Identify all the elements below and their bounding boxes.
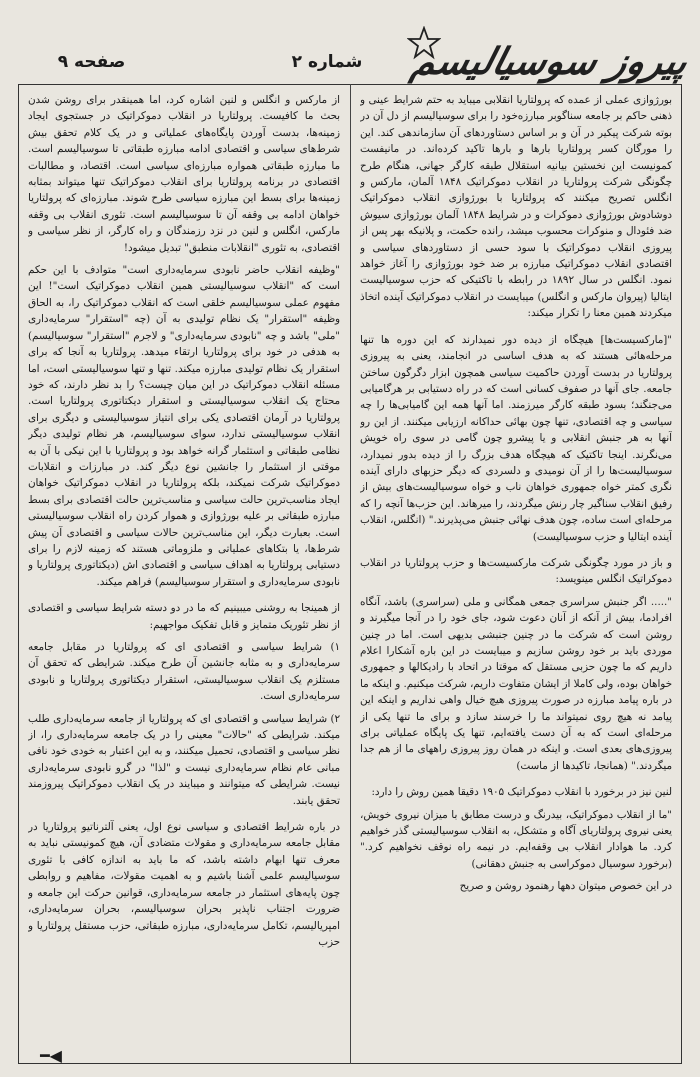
paragraph: "وظیفه انقلاب حاضر نابودی سرمایه‌داری است" متوادف با این حکم است که "انقلاب سوسیالیستی همین انقلاب دموکراتیک است"! این مفهوم عملی سوسیالیسم خلقی است که انقلاب دموکراتیک را، به الحاق وظیفه "استقرار" یک نظام تولیدی به آن (چه "استقرار" سرمایه‌داری "ملی" باشد و چه "نابودی سرمایه‌داری" و لاجرم "استقرار" سوسیالیسم) به هدفی در خود برای پرولتاریا ارتقاء میدهد. پرولتاریا به آنجا که برای استقرار یک نظام تولیدی مبارزه میکند. تنها و تنها سوسیالیستی است، اما مسئله انقلاب دموکراتیک در این میان چیست؟ را بد نظر دارند، که خود محتاج یک انقلاب سوسیالیستی و استقرار دیکتاتوری پرولتاریا است. پرولتاریا در آرمان اقتصادی یکی برای انتیاز سوسیالیستی و دیگری برای انقلاب سوسیالیستی ندارد، سوای سوسیالیسم، هر نظام تولیدی دیگر نظامی طبقاتی و استثمار گرانه خواهد بود و پرولتاریا با این نیکی با آن به موقتی از استثمار را جانشین نوع دیگر کند. در مبارزات و انقلابات دموکراتیک شرکت نمیکند، بلکه پرولتاریا در انقلاب دموکراتیک خواهان ایجاد مناسب‌ترین حالت سیاسی و مناسب‌ترین حالت اقتصادی برای بسط مبارزه طبقاتی بر علیه بورژوازی و هموار کردن راه انقلاب سوسیالیستی است. بعبارت دیگر، این مناسب‌ترین حالات سیاسی و اقتصادی آن پیش شرط‌ها، یا بتکاهای عملیاتی و ملزوماتی هستند که زمینه لازم را برای دستیابی پرولتاریا به اهداف سیاسی و اقتصادی اش (دیکتاتوری پرولتاریا و نابودی سرمایه‌داری و استقرار سوسیالیسم) فراهم میکند. bbox=[28, 264, 340, 588]
left-column bbox=[28, 92, 340, 1052]
quote-paragraph: "[مارکسیست‌ها] هیچگاه از دیده دور نمیدارند که این دوره ها تنها مرحله‌هائی هستند که به هدف اساسی در انجامند، یعنی به پیروزی پرولتاریا در بدست آوردن حاکمیت سیاسی همچون ابزار دگرگون ساختن جامعه. جای آنها در صفوف کسانی است که در راه دستیابی بر هرگامیابی می‌جنگند؛ بسود طبقه کارگر میرزمند. اما آنها همه این گامیابی‌ها را چه سیاسی و چه اقتصادی، تنها چون بهائی حداکانه ارزیابی میکنند. از این رو آنها به هر جنبش انقلابی و یا پیشرو چون گامی در سوی راه خویش می‌نگرند. اینجا تاکتیک که هیچگاه هدف بزرگ را از دیده بدور نمیدارد، سوسیالیست‌ها را از آن نومیدی و دلسردی که دیگر حزبهای دارای آینده نگری کمتر خواه جمهوری خواهان ناب و خواه سوسیالیست‌های بیش از رفیق انقلاب سناگیر چار رنش میگردند، را میرهاند. این حزب‌ها آنچه را که مرحله‌ای است ساده، چون هدف نهائی جنبش می‌پذیرند." (انگلس، انقلاب آینده ایتالیا و حزب سوسیالیست) bbox=[360, 333, 672, 543]
star-icon bbox=[407, 26, 441, 60]
page-number: صفحه ۹ bbox=[57, 52, 126, 72]
quote-paragraph: "..... اگر جنبش سراسری جمعی همگانی و ملی (سراسری) باشد، آنگاه افرادما، بیش از آنکه از آنان دعوت شود، جای خود را در آنجا میگیرند و روشن است که شرکت ما در چنین جنبشی بدیهی است. اما در چنین موردی باید بر خود روشن سازیم و میبایست در این باره آشکارا اعلام داریم که ما چون حزبی مستقل که موقتا در اتحاد با رادیکالها و جمهوری خواهان بوده، ولی کاملا از ایشان متفاوت داریم، شرکت میکنیم. و اینکه ما در باره پیامد مبارزه در صورت پیروزی هیچ خیال واهی نداریم و اینکه این پیامد نه هیچ روی نمیتواند ما را خرسند سازد و برای ما تنها یکی از مرحله‌ای است که به آن دست یافته‌ایم، تنها یک پایگاه عملیاتی برای پیروزی‌های بعدی است. و اینکه در همان روز پیروزی راههای ما از هم جدا میگردند." (همانجا، تاکیدها از ماست) bbox=[360, 595, 672, 772]
paragraph: و باز در مورد چگونگی شرکت مارکسیست‌ها و حزب پرولتاریا در انقلاب دموکراتیک انگلس مینویسد: bbox=[360, 556, 672, 586]
right-column bbox=[360, 92, 672, 1052]
column-divider bbox=[350, 84, 351, 1064]
continue-arrow-icon: ◀━ bbox=[40, 1046, 62, 1065]
issue-number: شماره ۲ bbox=[291, 52, 363, 72]
masthead-title: پیروز سوسیالیسم bbox=[407, 40, 693, 83]
list-item: ۱) شرایط سیاسی و اقتصادی ای که پرولتاریا در مقابل جامعه سرمایه‌داری و به مثابه جانشین آن طرح میکند. شرایطی که تحقق آن مستلزم یک انقلاب سوسیالیستی، استقرار دیکتاتوری پرولتاریا و نابودی سرمایه‌داری است. bbox=[28, 641, 340, 703]
paragraph: در باره شرایط اقتصادی و سیاسی نوع اول، یعنی آلترناتیو پرولتاریا در مقابل جامعه سرمایه‌داری و مقولات متضادی آن، هیچ کمونیستی نباید به معرف تنها ابهام داشته باشد، که ما باید به اندازه کافی با تئوری سوسیالیسم علمی آشنا باشیم و به اهمیت مقولات، مفاهیم و روابطی چون پایه‌های استثمار در جامعه سرمایه‌داری، قوانین حرکت این جامعه و ضرورت اجتناب ناپذیر بحران سوسیالیسم، بحران سرمایه‌داری، امپریالیسم، تکامل سرمایه‌داری، مبارزه طبقاتی، حزب مستقل پرولتاریا و حزب bbox=[28, 821, 340, 948]
paragraph: بورژوازی عملی از عمده که پرولتاریا انقلابی میباید به حتم شرایط عینی و ذهنی حاکم بر جامعه سناگوبر مبارزه‌خود را برای سوسیالیسم از دل آن در بوته شرکت پیکیر در آن و بر اساس دستاوردهای آن سازماندهی کند. این را مورگان کسر پرولتاریا بارها و بارها تاکید کرده‌اند. در مانیفست کمونیست این نخستین بیانیه استقلال طبقه کارگر جهانی، هنگام طرح چگونگی شرکت پرولتاریا در انقلاب دموکراتیک ۱۸۴۸ آلمان، مارکس و انگلس تصریح میکنند که پرولتاریا با بورژوازی انقلاب دموکراتیک دوشادوش بورژوازی دموکرات و در شرایط ۱۸۴۸ آلمان بورژوازی سیوش ضد فئودال و منوکرات محسوب میشد، رانده حکمت، و پلانیکه بهر پس از پیروزی انقلاب دموکراتیک با سود حسی از دستاوردهای سیاسی و اقتصادی انقلاب دموکراتیک مبارزه بر ضد خود بورژوازی را آغاز خواهد نمود. انگلس در سال ۱۸۹۲ در رابطه با تاکتیکی که حزب سوسیالیست ایتالیا (پیروان مارکس و انگلس) میبایست در انقلاب دموکراتیک آینده اتخاذ میکردند همین معنا را تکرار میکند: bbox=[360, 94, 672, 320]
quote-paragraph: "ما از انقلاب دموکراتیک، بیدرنگ و درست مطابق با میزان نیروی خویش، یعنی نیروی پرولتاریای آگاه و متشکل، به انقلاب سوسیالیستی گذر خواهیم کرد. ما هوادار انقلاب بی وقفه‌ایم. در نیمه راه نوقف نخواهیم کرد." (برخورد سوسیال دموکراسی به جنبش دهقانی) bbox=[360, 808, 672, 870]
paragraph: در این خصوص میتوان دهها رهنمود روشن و صریح bbox=[459, 880, 672, 893]
paragraph: از همینجا به روشنی میبینیم که ما در دو دسته شرایط سیاسی و اقتصادی از نظر تئوریک متمایز و قابل تفکیک مواجهیم: bbox=[28, 602, 340, 631]
newspaper-header bbox=[14, 14, 693, 83]
paragraph: لنین نیز در برخورد با انقلاب دموکراتیک ۱۹۰۵ دقیقا همین روش را دارد: bbox=[371, 786, 672, 799]
paragraph: از مارکس و انگلس و لنین اشاره کرد، اما همینقدر برای روشن شدن بحث ما کافیست. پرولتاریا در انقلاب دموکراتیک در جستجوی ایجاد زمینه‌ها، بدست آوردن پایگاه‌های عملیاتی و در یک کلام تحقق بیش شرط‌های سیاسی و اقتصادی ادامه مبارزه طبقاتی تا سوسیالیسم است. ما مبارزه طبقاتی همواره مبارزه‌ای سیاسی است. اقتصاد، و مطالبات اقتصادی در برنامه پرولتاریا برای انقلاب دموکراتیک تنها میتواند بمثابه زمینه‌ها برای بسط این مبارزه سیاسی طرح شوند. مبارزه‌ای که پرولتاریا خواهان ادامه بی وقفه آن تا سوسیالیسم است. تئوری انقلاب بی وقفه مارکس، انگلس و لنین در نزد رزمندگان و راه کارگر، از نظر سیاسی و اقتصادی، به تئوری "انقلابات منطبق" تبدیل میشود! bbox=[28, 94, 340, 254]
list-item: ۲) شرایط سیاسی و اقتصادی ای که پرولتاریا از جامعه سرمایه‌داری طلب میکند. شرایطی که "حالات" معینی را در یک جامعه سرمایه‌داری را، از نظر سیاسی و اقتصادی، تحمیل میکنند، و به این اعتبار به خودی خود نافی مبانی عام نظام سرمایه‌داری نیست و "لذا" در گرو نابودی سرمایه‌داری نیست. شرایطی که میتوانند و میبایند در یک انقلاب دموکراتیک پیروزمند تحقق یابند. bbox=[28, 712, 340, 807]
